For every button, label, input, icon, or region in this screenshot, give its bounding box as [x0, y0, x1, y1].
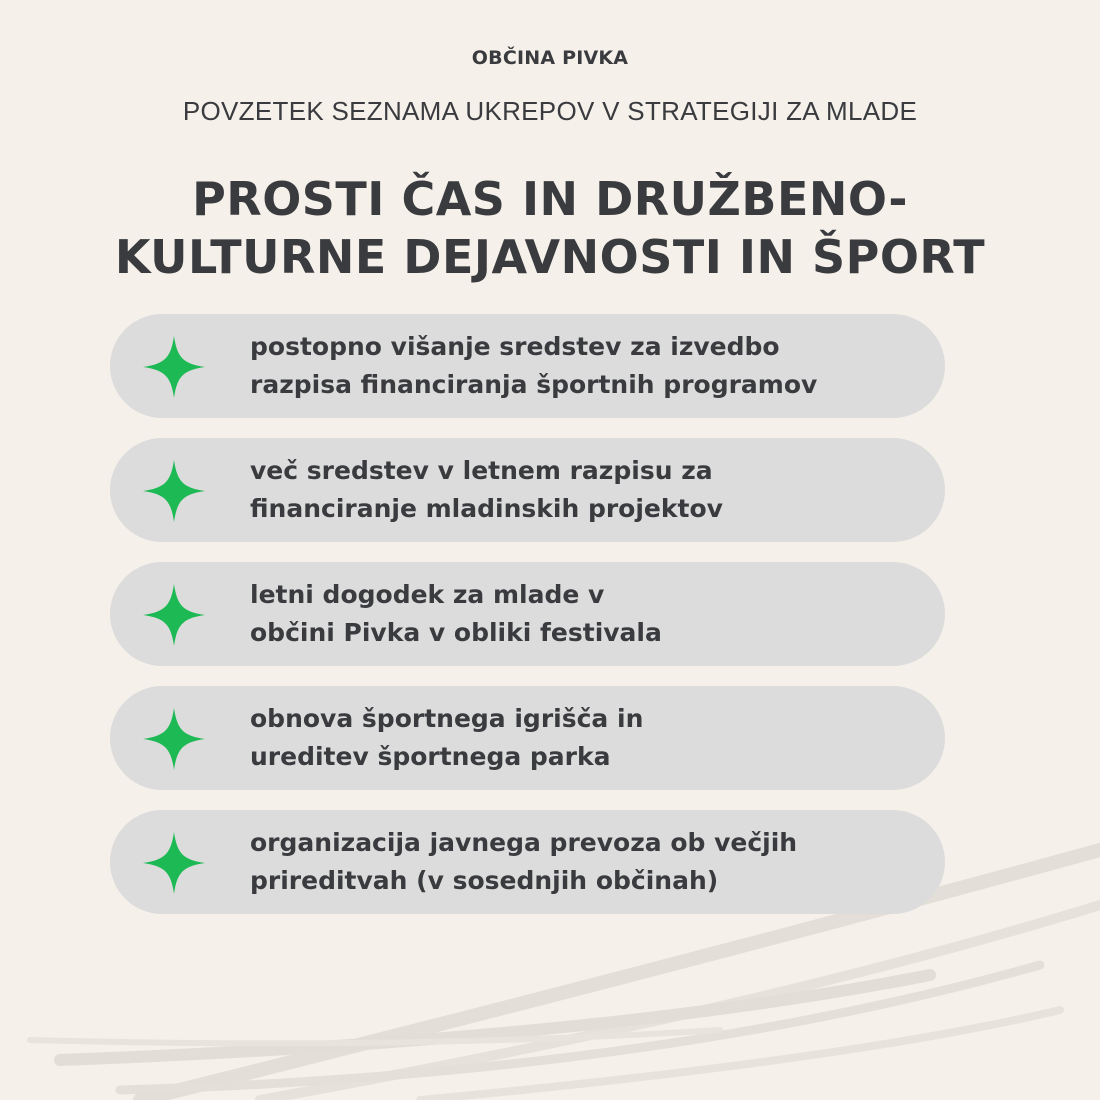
list-item	[110, 810, 945, 914]
list-item	[110, 314, 945, 418]
list-item-line-1: več sredstev v letnem razpisu za	[250, 456, 713, 485]
sparkle-star-icon	[143, 460, 205, 522]
list-item-line-1: letni dogodek za mlade v	[250, 580, 605, 609]
list-item-line-2: razpisa financiranja športnih programov	[250, 370, 818, 399]
list-item-line-2: občini Pivka v obliki festivala	[250, 618, 662, 647]
page-title	[0, 170, 1100, 286]
page-subtitle: POVZETEK SEZNAMA UKREPOV V STRATEGIJI ZA MLADE	[182, 96, 918, 126]
sparkle-star-icon	[143, 584, 205, 646]
sparkle-star-icon	[143, 708, 205, 770]
list-item-text	[250, 700, 930, 776]
organization-name: OBČINA PIVKA	[471, 47, 629, 69]
list-item-line-2: prireditvah (v sosednjih občinah)	[250, 866, 719, 895]
list-item-line-2: ureditev športnega parka	[250, 742, 611, 771]
list-item	[110, 438, 945, 542]
list-item-line-1: obnova športnega igrišča in	[250, 704, 644, 733]
measures-list	[110, 314, 945, 934]
page-title-line-1: PROSTI ČAS IN DRUŽBENO-	[192, 172, 908, 226]
list-item-line-1: postopno višanje sredstev za izvedbo	[250, 332, 780, 361]
list-item	[110, 686, 945, 790]
list-item-text	[250, 576, 930, 652]
list-item-text	[250, 452, 930, 528]
list-item-text	[250, 328, 930, 404]
list-item-line-1: organizacija javnega prevoza ob večjih	[250, 828, 798, 857]
list-item-text	[250, 824, 930, 900]
list-item	[110, 562, 945, 666]
sparkle-star-icon	[143, 832, 205, 894]
list-item-line-2: financiranje mladinskih projektov	[250, 494, 723, 523]
sparkle-star-icon	[143, 336, 205, 398]
page-title-line-2: KULTURNE DEJAVNOSTI IN ŠPORT	[114, 230, 986, 284]
